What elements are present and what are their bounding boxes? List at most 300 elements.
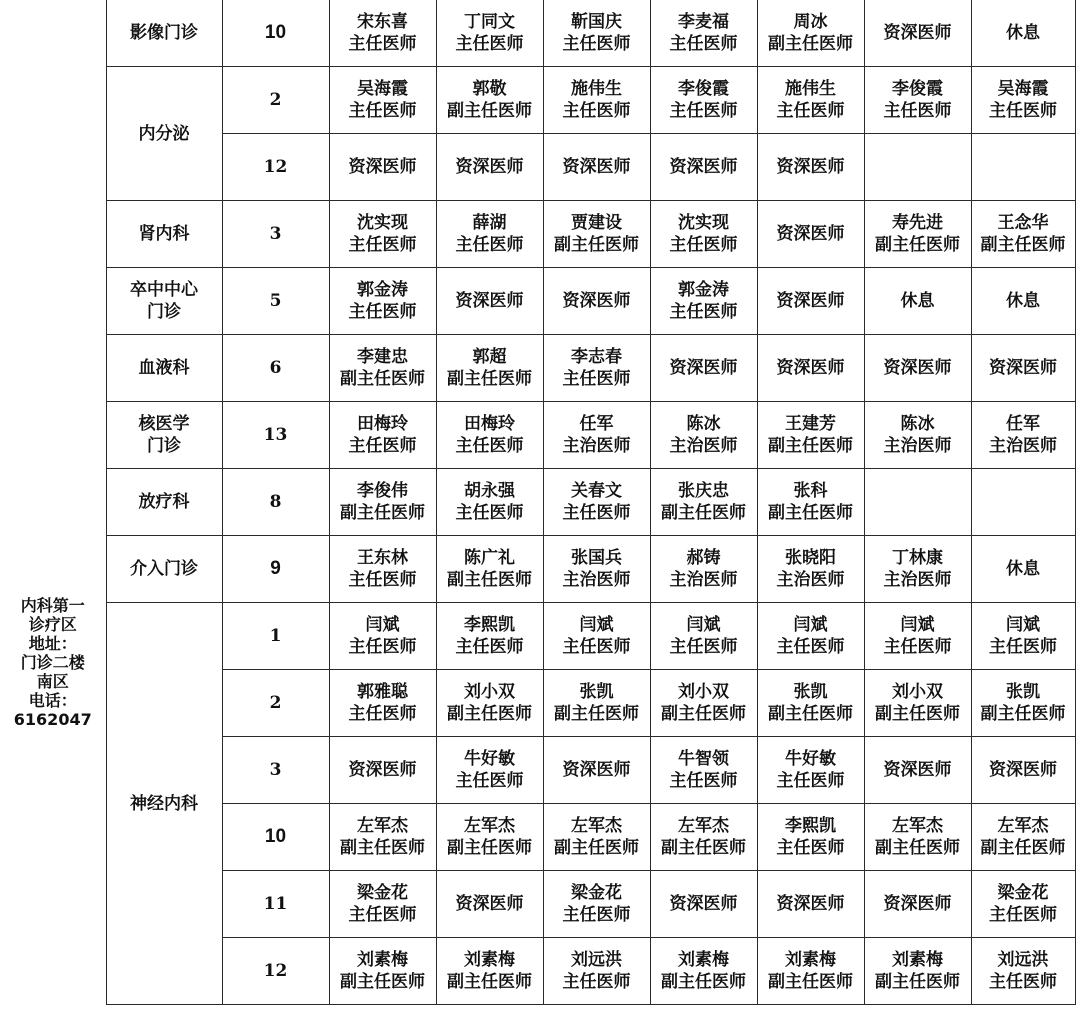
doctor-title: 主任医师 [455, 235, 524, 255]
doctor-title: 副主任医师 [340, 972, 425, 992]
doctor-entry [330, 279, 436, 323]
doctor-title: 主任医师 [989, 637, 1057, 657]
doctor-name: 闫斌 [365, 615, 400, 635]
doctor-name: 张凯 [579, 682, 614, 702]
doctor-entry [330, 413, 436, 457]
doctor-name: 郭金涛 [678, 280, 729, 300]
doctor-entry [544, 882, 650, 926]
doctor-name: 张凯 [1006, 682, 1040, 702]
doctor-entry [544, 346, 650, 390]
schedule-cell [971, 871, 1075, 938]
doctor-title: 副主任医师 [340, 369, 425, 389]
doctor-entry [865, 681, 971, 725]
schedule-cell [329, 804, 436, 871]
doctor-entry [330, 346, 436, 390]
doctor-entry [972, 212, 1075, 256]
doctor-entry [865, 212, 971, 256]
room-number: 12 [222, 134, 329, 201]
doctor-name: 左军杰 [997, 816, 1049, 836]
schedule-cell [329, 737, 436, 804]
department-label-line: 核医学 [138, 414, 190, 434]
doctor-title: 主任医师 [669, 235, 738, 255]
schedule-cell [543, 67, 650, 134]
department-label-line: 放疗科 [138, 492, 190, 512]
doctor-name: 闫斌 [686, 615, 721, 635]
schedule-cell [436, 0, 543, 67]
clinic-area-line: 南区 [36, 671, 69, 691]
doctor-entry [865, 22, 971, 44]
doctor-name: 李俊霞 [678, 79, 729, 99]
schedule-cell [329, 469, 436, 536]
doctor-entry [758, 748, 864, 792]
schedule-cell [650, 804, 757, 871]
schedule-cell [436, 67, 543, 134]
room-number: 2 [222, 670, 329, 737]
doctor-title: 副主任医师 [980, 235, 1066, 255]
doctor-title: 副主任医师 [554, 235, 639, 255]
doctor-entry [651, 480, 757, 524]
doctor-entry [437, 156, 543, 178]
schedule-cell [757, 402, 864, 469]
doctor-name: 吴海霞 [997, 79, 1049, 99]
doctor-name: 左军杰 [571, 816, 622, 836]
room-number: 9 [222, 536, 329, 603]
doctor-name: 刘素梅 [678, 950, 729, 970]
doctor-name: 梁金花 [357, 883, 408, 903]
schedule-cell [650, 402, 757, 469]
doctor-title: 副主任医师 [875, 704, 960, 724]
doctor-name: 左军杰 [464, 816, 515, 836]
schedule-cell [650, 871, 757, 938]
schedule-cell [971, 469, 1075, 536]
doctor-entry [437, 212, 543, 256]
schedule-cell [436, 134, 543, 201]
schedule-cell [971, 536, 1075, 603]
doctor-entry [972, 949, 1075, 993]
doctor-title: 资深医师 [883, 358, 952, 378]
department-name [106, 201, 222, 268]
schedule-cell [543, 804, 650, 871]
doctor-name: 郭金涛 [357, 280, 408, 300]
doctor-name: 陈冰 [900, 414, 935, 434]
schedule-cell [543, 268, 650, 335]
doctor-entry [651, 815, 757, 859]
doctor-entry [972, 78, 1075, 122]
doctor-name: 张国兵 [571, 548, 622, 568]
room-number: 1 [222, 603, 329, 670]
doctor-entry [544, 547, 650, 591]
doctor-entry [330, 547, 436, 591]
doctor-entry [651, 11, 757, 55]
schedule-cell [329, 67, 436, 134]
doctor-entry [437, 893, 543, 915]
schedule-cell [543, 201, 650, 268]
doctor-entry [330, 11, 436, 55]
doctor-title: 副主任医师 [768, 503, 853, 523]
doctor-entry [330, 156, 436, 178]
schedule-cell [757, 67, 864, 134]
schedule-cell [864, 670, 971, 737]
doctor-title: 资深医师 [562, 291, 631, 311]
schedule-cell [543, 0, 650, 67]
doctor-title: 资深医师 [562, 760, 631, 780]
doctor-entry [651, 748, 757, 792]
doctor-title: 主任医师 [669, 101, 738, 121]
schedule-cell [650, 268, 757, 335]
clinic-area-line: 诊疗区 [28, 614, 77, 634]
doctor-name: 施伟生 [571, 79, 622, 99]
room-number: 13 [222, 402, 329, 469]
schedule-cell [329, 670, 436, 737]
doctor-title: 资深医师 [883, 23, 952, 43]
schedule-cell [436, 268, 543, 335]
doctor-title: 副主任医师 [661, 838, 746, 858]
schedule-cell [971, 670, 1075, 737]
doctor-title: 主治医师 [776, 570, 845, 590]
doctor-title: 资深医师 [669, 894, 738, 914]
doctor-title: 休息 [1006, 559, 1040, 579]
doctor-title: 主任医师 [776, 838, 845, 858]
department-label [107, 793, 222, 815]
schedule-cell [650, 67, 757, 134]
department-label [107, 357, 222, 379]
doctor-entry [544, 11, 650, 55]
doctor-entry [758, 156, 864, 178]
doctor-entry [758, 949, 864, 993]
doctor-name: 闫斌 [579, 615, 614, 635]
doctor-entry [865, 614, 971, 658]
doctor-title: 休息 [1006, 291, 1040, 311]
doctor-name: 张凯 [793, 682, 828, 702]
doctor-title: 主治医师 [883, 436, 952, 456]
doctor-entry [651, 78, 757, 122]
department-name [106, 536, 222, 603]
doctor-entry [437, 681, 543, 725]
doctor-title: 副主任医师 [554, 838, 639, 858]
doctor-entry [758, 11, 864, 55]
doctor-entry [865, 759, 971, 781]
doctor-title: 资深医师 [883, 894, 952, 914]
doctor-name: 王念华 [997, 213, 1049, 233]
doctor-name: 郭雅聪 [357, 682, 408, 702]
department-label-line: 血液科 [138, 358, 190, 378]
doctor-entry [651, 357, 757, 379]
schedule-cell [864, 737, 971, 804]
schedule-cell [436, 871, 543, 938]
doctor-entry [972, 882, 1075, 926]
doctor-entry [330, 759, 436, 781]
doctor-title: 主任医师 [455, 436, 524, 456]
schedule-cell [329, 0, 436, 67]
schedule-cell [436, 201, 543, 268]
doctor-title: 主任医师 [455, 637, 524, 657]
table-row [0, 536, 1075, 603]
schedule-cell [436, 737, 543, 804]
doctor-title: 主任医师 [455, 34, 524, 54]
doctor-entry [544, 759, 650, 781]
doctor-title: 副主任医师 [661, 972, 746, 992]
table-row [0, 0, 1075, 67]
doctor-title: 资深医师 [669, 358, 738, 378]
doctor-entry [651, 156, 757, 178]
doctor-name: 左军杰 [892, 816, 943, 836]
schedule-cell [864, 536, 971, 603]
schedule-cell [650, 938, 757, 1005]
doctor-entry [758, 614, 864, 658]
doctor-title: 主任医师 [669, 637, 738, 657]
room-number: 10 [222, 804, 329, 871]
department-name [106, 603, 222, 1005]
doctor-title: 副主任医师 [768, 34, 853, 54]
doctor-name: 丁林康 [892, 548, 943, 568]
doctor-name: 刘素梅 [785, 950, 836, 970]
doctor-name: 左军杰 [678, 816, 729, 836]
doctor-title: 主任医师 [989, 101, 1057, 121]
doctor-entry [865, 815, 971, 859]
doctor-entry [437, 547, 543, 591]
schedule-cell [436, 335, 543, 402]
doctor-title: 副主任医师 [447, 972, 532, 992]
doctor-title: 资深医师 [669, 157, 738, 177]
schedule-cell [329, 134, 436, 201]
schedule-cell [971, 268, 1075, 335]
doctor-entry [544, 212, 650, 256]
department-label-line: 卒中中心 [130, 280, 198, 300]
doctor-entry [437, 815, 543, 859]
doctor-entry [651, 547, 757, 591]
schedule-cell [543, 402, 650, 469]
doctor-name: 梁金花 [571, 883, 622, 903]
doctor-name: 陈广礼 [464, 548, 515, 568]
doctor-name: 任军 [1006, 414, 1040, 434]
doctor-name: 闫斌 [793, 615, 828, 635]
schedule-cell [864, 0, 971, 67]
schedule-cell [650, 134, 757, 201]
schedule-cell [864, 335, 971, 402]
room-number: 10 [222, 0, 329, 67]
doctor-title: 主任医师 [989, 905, 1057, 925]
schedule-cell [329, 335, 436, 402]
table-row [0, 67, 1075, 134]
doctor-name: 刘小双 [892, 682, 943, 702]
doctor-title: 主任医师 [455, 771, 524, 791]
doctor-title: 副主任医师 [661, 704, 746, 724]
doctor-entry [544, 681, 650, 725]
schedule-cell [757, 134, 864, 201]
doctor-name: 吴海霞 [357, 79, 408, 99]
doctor-name: 李志春 [571, 347, 622, 367]
schedule-cell [543, 938, 650, 1005]
schedule-cell [650, 536, 757, 603]
doctor-entry [865, 949, 971, 993]
doctor-entry [437, 748, 543, 792]
clinic-area-line: 6162047 [13, 709, 92, 729]
doctor-name: 郭超 [472, 347, 507, 367]
doctor-entry [758, 413, 864, 457]
doctor-name: 刘素梅 [464, 950, 515, 970]
doctor-title: 副主任医师 [447, 570, 532, 590]
doctor-entry [651, 893, 757, 915]
doctor-entry [972, 413, 1075, 457]
doctor-entry [651, 279, 757, 323]
doctor-name: 施伟生 [785, 79, 836, 99]
doctor-title: 副主任医师 [340, 838, 425, 858]
doctor-entry [330, 681, 436, 725]
doctor-title: 主任医师 [669, 771, 738, 791]
doctor-title: 副主任医师 [875, 235, 960, 255]
doctor-entry [865, 547, 971, 591]
room-number: 6 [222, 335, 329, 402]
doctor-entry [758, 893, 864, 915]
doctor-name: 张晓阳 [785, 548, 836, 568]
doctor-title: 副主任医师 [768, 436, 853, 456]
schedule-cell [543, 603, 650, 670]
schedule-cell [757, 268, 864, 335]
clinic-area-line: 地址： [28, 633, 77, 653]
doctor-title: 主任医师 [348, 101, 417, 121]
doctor-title: 资深医师 [989, 760, 1057, 780]
doctor-name: 刘小双 [678, 682, 729, 702]
doctor-entry [758, 815, 864, 859]
department-label [107, 223, 222, 245]
doctor-name: 梁金花 [997, 883, 1049, 903]
doctor-name: 关春文 [571, 481, 622, 501]
doctor-entry [544, 290, 650, 312]
schedule-cell [971, 804, 1075, 871]
schedule-cell [864, 134, 971, 201]
doctor-entry [865, 78, 971, 122]
schedule-cell [757, 670, 864, 737]
schedule-cell [650, 0, 757, 67]
doctor-entry [758, 223, 864, 245]
doctor-entry [972, 815, 1075, 859]
doctor-name: 李熙凯 [785, 816, 836, 836]
doctor-entry [758, 290, 864, 312]
schedule-cell [436, 603, 543, 670]
clinic-area-line: 内科第一 [20, 595, 85, 615]
doctor-title: 主任医师 [562, 637, 631, 657]
doctor-entry [330, 815, 436, 859]
clinic-area-line: 门诊二楼 [20, 652, 85, 672]
schedule-cell [971, 603, 1075, 670]
doctor-title: 副主任医师 [554, 704, 639, 724]
doctor-name: 张庆忠 [678, 481, 729, 501]
doctor-name: 宋东喜 [357, 12, 408, 32]
doctor-entry [651, 681, 757, 725]
schedule-cell [436, 536, 543, 603]
department-label-line: 神经内科 [130, 793, 198, 814]
doctor-name: 李建忠 [357, 347, 408, 367]
room-number: 8 [222, 469, 329, 536]
doctor-title: 主任医师 [348, 302, 417, 322]
doctor-name: 闫斌 [1006, 615, 1040, 635]
clinic-area-line: 电话： [28, 690, 77, 710]
department-label [107, 279, 222, 323]
doctor-title: 主任医师 [562, 905, 631, 925]
doctor-entry [758, 480, 864, 524]
clinic-area-info [0, 0, 106, 1005]
doctor-entry [651, 413, 757, 457]
doctor-title: 资深医师 [776, 291, 845, 311]
doctor-name: 胡永强 [464, 481, 515, 501]
room-number: 12 [222, 938, 329, 1005]
schedule-cell [864, 402, 971, 469]
doctor-title: 副主任医师 [447, 101, 532, 121]
schedule-cell [971, 737, 1075, 804]
doctor-entry [330, 882, 436, 926]
doctor-entry [437, 480, 543, 524]
department-label [107, 491, 222, 513]
department-name [106, 335, 222, 402]
doctor-title: 主任医师 [348, 235, 417, 255]
schedule-cell [329, 938, 436, 1005]
doctor-entry [437, 11, 543, 55]
schedule-cell [757, 603, 864, 670]
doctor-name: 刘远洪 [571, 950, 622, 970]
doctor-title: 主任医师 [562, 101, 631, 121]
doctor-entry [544, 78, 650, 122]
table-row [0, 603, 1075, 670]
schedule-cell [864, 804, 971, 871]
doctor-title: 资深医师 [776, 894, 845, 914]
department-name [106, 268, 222, 335]
doctor-name: 王东林 [357, 548, 408, 568]
doctor-entry [651, 212, 757, 256]
schedule-cell [329, 268, 436, 335]
department-label-line: 门诊 [147, 302, 181, 322]
schedule-cell [650, 469, 757, 536]
department-label-line: 内分泌 [138, 123, 190, 144]
schedule-cell [329, 536, 436, 603]
doctor-title: 副主任医师 [340, 503, 425, 523]
doctor-name: 牛智领 [678, 749, 729, 769]
doctor-title: 主任医师 [562, 972, 631, 992]
doctor-title: 资深医师 [776, 224, 845, 244]
schedule-cell [650, 603, 757, 670]
doctor-title: 资深医师 [776, 157, 845, 177]
department-label [107, 22, 222, 44]
doctor-name: 沈实现 [678, 213, 729, 233]
table-row [0, 268, 1075, 335]
doctor-title: 资深医师 [348, 157, 417, 177]
doctor-entry [972, 558, 1075, 580]
doctor-title: 主任医师 [883, 637, 952, 657]
doctor-name: 李俊伟 [357, 481, 408, 501]
schedule-cell [757, 0, 864, 67]
doctor-entry [437, 346, 543, 390]
doctor-entry [544, 614, 650, 658]
schedule-cell [543, 536, 650, 603]
doctor-title: 主任医师 [348, 436, 417, 456]
doctor-name: 薛湖 [472, 213, 507, 233]
doctor-name: 牛好敏 [785, 749, 836, 769]
department-name [106, 469, 222, 536]
doctor-entry [437, 614, 543, 658]
doctor-name: 李麦福 [678, 12, 729, 32]
doctor-entry [972, 357, 1075, 379]
schedule-cell [543, 670, 650, 737]
doctor-name: 陈冰 [686, 414, 721, 434]
doctor-title: 主治医师 [669, 436, 738, 456]
doctor-entry [651, 614, 757, 658]
doctor-title: 主任医师 [883, 101, 952, 121]
schedule-cell [543, 134, 650, 201]
schedule-cell [543, 871, 650, 938]
doctor-entry [865, 290, 971, 312]
table-row [0, 402, 1075, 469]
doctor-title: 资深医师 [455, 894, 524, 914]
doctor-title: 副主任医师 [980, 704, 1066, 724]
